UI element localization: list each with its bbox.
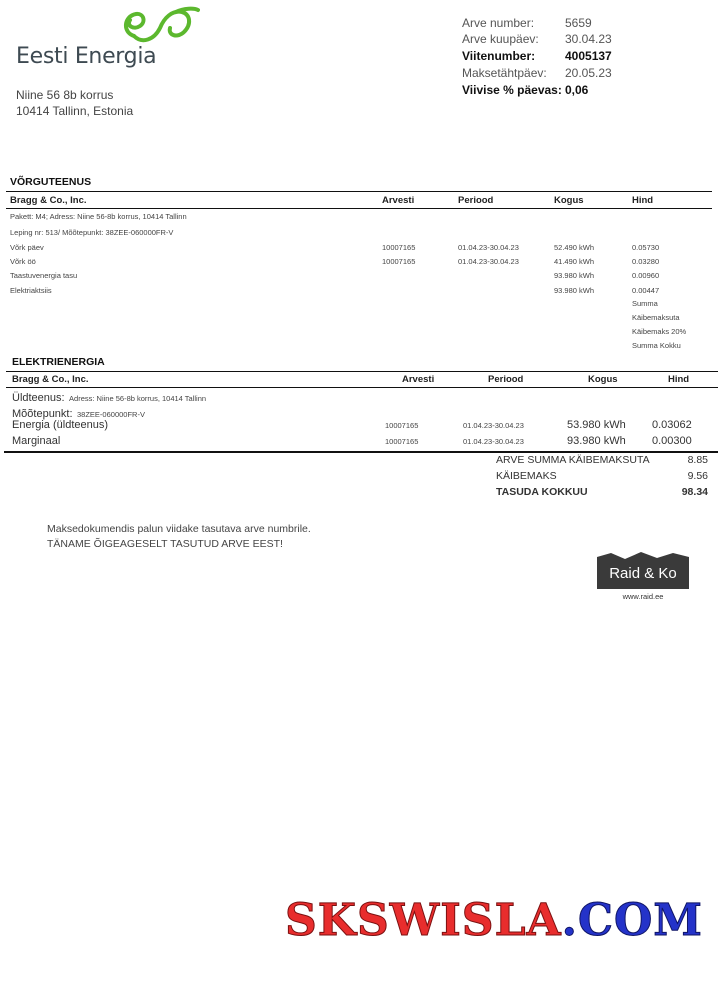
meta-value: 20.05.23 <box>565 66 612 80</box>
service-address: Adress: Niine 56-8b korrus, 10414 Tallinn <box>69 394 207 403</box>
network-row-name: Võrk päev <box>10 243 44 252</box>
watermark-part2: .COM <box>561 895 704 946</box>
watermark-part1: SKSWISLA <box>285 895 562 946</box>
brand-name: Eesti Energia <box>16 44 157 69</box>
network-contract-line: Leping nr: 513/ Mõõtepunkt: 38ZEE-060000FR-V <box>10 228 174 237</box>
network-row-hind: 0.00447 <box>632 286 660 295</box>
meta-label: Arve kuupäev: <box>462 32 539 46</box>
raid-ko-logo <box>597 551 689 589</box>
electricity-row-name: Energia (üldteenus) <box>12 419 109 431</box>
total-label: KÄIBEMAKS <box>496 470 557 482</box>
network-row-periood: 01.04.23-30.04.23 <box>458 243 519 252</box>
network-header-kogus: Kogus <box>554 195 584 206</box>
network-row-name: Taastuvenergia tasu <box>10 271 78 280</box>
electricity-header-periood: Periood <box>488 374 524 385</box>
electricity-row-periood: 01.04.23-30.04.23 <box>463 421 524 430</box>
network-row-name: Elektriaktsiis <box>10 286 52 295</box>
thanks-note: TÄNAME ÕIGEAGESELT TASUTUD ARVE EEST! <box>47 538 283 550</box>
raid-ko-url: www.raid.ee <box>622 592 664 601</box>
network-summary-label: Summa <box>632 299 658 308</box>
electricity-row-kogus: 53.980 kWh <box>567 419 626 431</box>
meta-label: Viivise % päevas: <box>462 83 562 97</box>
service-label: Üldteenus: <box>12 392 65 404</box>
total-value: 9.56 <box>687 470 708 482</box>
network-header-periood: Periood <box>458 195 494 206</box>
network-header-company: Bragg & Co., Inc. <box>10 195 87 206</box>
network-row-arvesti: 10007165 <box>382 243 416 252</box>
divider <box>4 451 718 453</box>
network-row-hind: 0.00960 <box>632 271 660 280</box>
network-row-arvesti: 10007165 <box>382 257 416 266</box>
electricity-row-periood: 01.04.23-30.04.23 <box>463 437 524 446</box>
network-row-kogus: 41.490 kWh <box>554 257 595 266</box>
electricity-row-hind: 0.00300 <box>652 435 692 447</box>
meta-label: Arve number: <box>462 16 535 30</box>
total-value: 8.85 <box>687 454 708 466</box>
network-row-kogus: 52.490 kWh <box>554 243 595 252</box>
meter-value: 38ZEE-060000FR-V <box>77 410 145 419</box>
network-header-hind: Hind <box>632 195 654 206</box>
divider <box>6 191 712 192</box>
network-row-name: Võrk öö <box>10 257 36 266</box>
electricity-row-kogus: 93.980 kWh <box>567 435 626 447</box>
meta-value: 5659 <box>565 16 592 30</box>
electricity-header-kogus: Kogus <box>588 374 618 385</box>
total-value: 98.34 <box>681 486 708 498</box>
meta-value: 0,06 <box>565 83 589 97</box>
network-row-hind: 0.03280 <box>632 257 660 266</box>
network-section-title: VÕRGUTEENUS <box>10 176 92 188</box>
network-summary-label: Käibemaks 20% <box>632 327 687 336</box>
total-label: ARVE SUMMA KÄIBEMAKSUTA <box>496 454 650 466</box>
customer-address-line1: Niine 56 8b korrus <box>16 88 114 102</box>
electricity-section-title: ELEKTRIENERGIA <box>12 356 105 368</box>
network-summary-label: Summa Kokku <box>632 341 681 350</box>
divider <box>6 371 718 372</box>
customer-address-line2: 10414 Tallinn, Estonia <box>16 104 134 118</box>
network-row-kogus: 93.980 kWh <box>554 271 595 280</box>
network-row-periood: 01.04.23-30.04.23 <box>458 257 519 266</box>
network-row-kogus: 93.980 kWh <box>554 286 595 295</box>
network-row-hind: 0.05730 <box>632 243 660 252</box>
network-package-line: Pakett: M4; Adress: Niine 56-8b korrus, 10414 Tallinn <box>10 212 187 221</box>
electricity-row-hind: 0.03062 <box>652 419 692 431</box>
electricity-row-arvesti: 10007165 <box>385 437 419 446</box>
network-summary-label: Käibemaksuta <box>632 313 680 322</box>
total-label: TASUDA KOKKUU <box>496 486 588 498</box>
electricity-header-arvesti: Arvesti <box>402 374 435 385</box>
meta-label: Viitenumber: <box>462 49 536 63</box>
electricity-row-name: Marginaal <box>12 435 61 447</box>
meter-label: Mõõtepunkt: <box>12 408 73 420</box>
network-header-arvesti: Arvesti <box>382 195 415 206</box>
meta-value: 30.04.23 <box>565 32 612 46</box>
meta-label: Maksetähtpäev: <box>462 66 547 80</box>
divider <box>6 208 712 209</box>
electricity-header-company: Bragg & Co., Inc. <box>12 374 89 385</box>
payment-note: Maksedokumendis palun viidake tasutava arve numbrile. <box>47 523 311 535</box>
meta-value: 4005137 <box>565 49 612 63</box>
electricity-header-hind: Hind <box>668 374 690 385</box>
watermark <box>285 895 703 946</box>
raid-ko-name: Raid & Ko <box>609 565 677 582</box>
electricity-row-arvesti: 10007165 <box>385 421 419 430</box>
eesti-energia-logo-icon <box>120 6 200 48</box>
